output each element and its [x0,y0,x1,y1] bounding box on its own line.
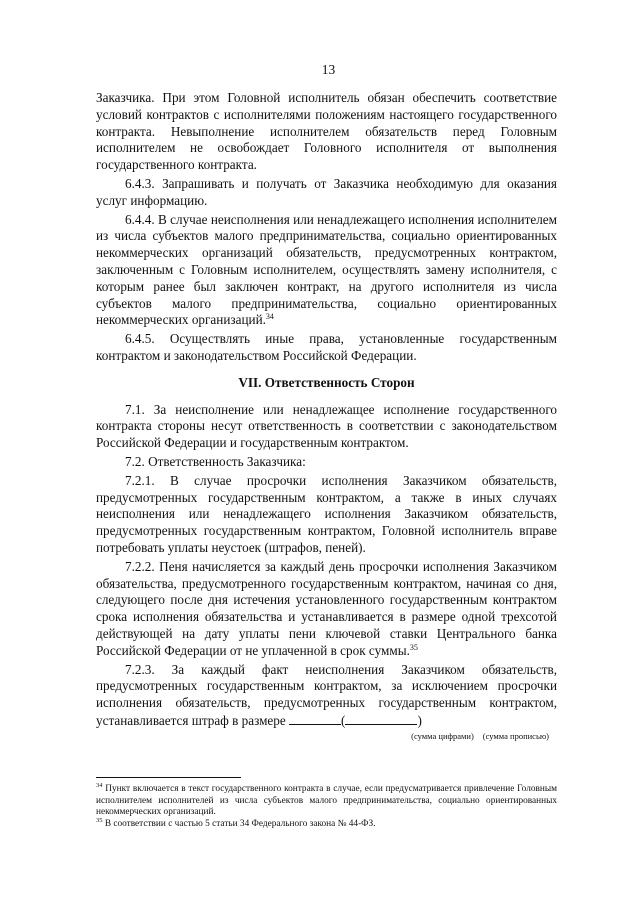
section-heading: VII. Ответственность Сторон [238,374,415,390]
amount-words-blank[interactable] [345,712,417,725]
footnote-ref-34[interactable]: 34 [265,312,274,322]
paragraph-7-2: 7.2. Ответственность Заказчика: [125,453,306,469]
paragraph-7-2-3-text: 7.2.3. За каждый факт неисполнения Заказчиком обязательств, предусмотренных государственным контрактом, за исключением просрочки исполнения обязательств, предусмотренных государственным контрактом, устанавливается штраф в размере [96,661,557,728]
footnote-divider [96,777,241,778]
paragraph-6-4-4 [96,212,557,330]
footnotes [96,777,557,830]
footnote-34-text: Пункт включается в текст государственного контракта в случае, если предусматривается привлечение Головным исполнителем исполнителей из числа субъектов малого предпринимательства, социально ориентированных некоммерческих организаций. [96,784,557,818]
footnote-ref-35[interactable]: 35 [409,642,418,652]
caption-digits: (сумма цифрами) [411,730,474,741]
open-paren: ( [341,712,346,728]
amount-digits-blank[interactable] [289,712,341,725]
document-page [96,62,557,741]
paragraph-6-4-3: 6.4.3. Запрашивать и получать от Заказчика необходимую для оказания услуг информацию. [96,175,557,208]
blank-captions [96,731,557,741]
paragraph-continuation: Заказчика. При этом Головной исполнитель обязан обеспечить соответствие условий контрактов с исполнителями положениям настоящего государственного контракта. Невыполнение исполнителем обязательств перед Головным исполнителем не освобождает Головного исполнителя от выполнения государственного контракта. [96,90,557,173]
paragraph-7-2-1: 7.2.1. В случае просрочки исполнения Заказчиком обязательств, предусмотренных государственным контрактом, а также в иных случаях неисполнения или ненадлежащего исполнения Заказчиком обязательств, предусмотренных государственным контрактом, Головной исполнитель вправе потребовать уплаты неустоек (штрафов, пеней). [96,472,557,555]
page-number: 13 [321,62,336,77]
footnote-34-number: 34 [96,782,103,789]
footnote-35 [96,816,557,831]
caption-words: (сумма прописью) [482,730,549,741]
paragraph-7-2-3 [96,662,557,730]
close-paren: ) [417,712,422,728]
footnote-34 [96,784,557,819]
paragraph-7-2-2-text: 7.2.2. Пеня начисляется за каждый день просрочки исполнения Заказчиком обязательства, предусмотренного государственным контрактом, начиная со дня, следующего после дня истечения установленного государственным контрактом срока исполнения обязательства и устанавливается в размере одной трехсотой действующей на дату уплаты пени ключевой ставки Центрального банка Российской Федерации от не уплаченной в срок суммы. [96,558,557,658]
paragraph-7-2-2 [96,559,557,660]
footnote-35-text: В соответствии с частью 5 статьи 34 Федерального закона № 44-ФЗ. [104,818,376,829]
paragraph-7-1: 7.1. За неисполнение или ненадлежащее исполнение государственного контракта стороны несут ответственность в соответствии с законодательством Российской Федерации и государственным контрактом. [96,401,557,451]
footnote-35-number: 35 [96,816,103,824]
paragraph-6-4-4-text: 6.4.4. В случае неисполнения или ненадлежащего исполнения исполнителем из числа субъектов малого предпринимательства, социально ориентированных некоммерческих организаций обязательств, предусмотренных контрактом, заключенным с Головным исполнителем, осуществлять замену исполнителя, с которым ранее был заключен контракт, на другого исполнителя из числа субъектов малого предпринимательства, социально ориентированных некоммерческих организаций. [96,211,557,328]
paragraph-6-4-5: 6.4.5. Осуществлять иные права, установленные государственным контрактом и законодательством Российской Федерации. [96,331,557,363]
